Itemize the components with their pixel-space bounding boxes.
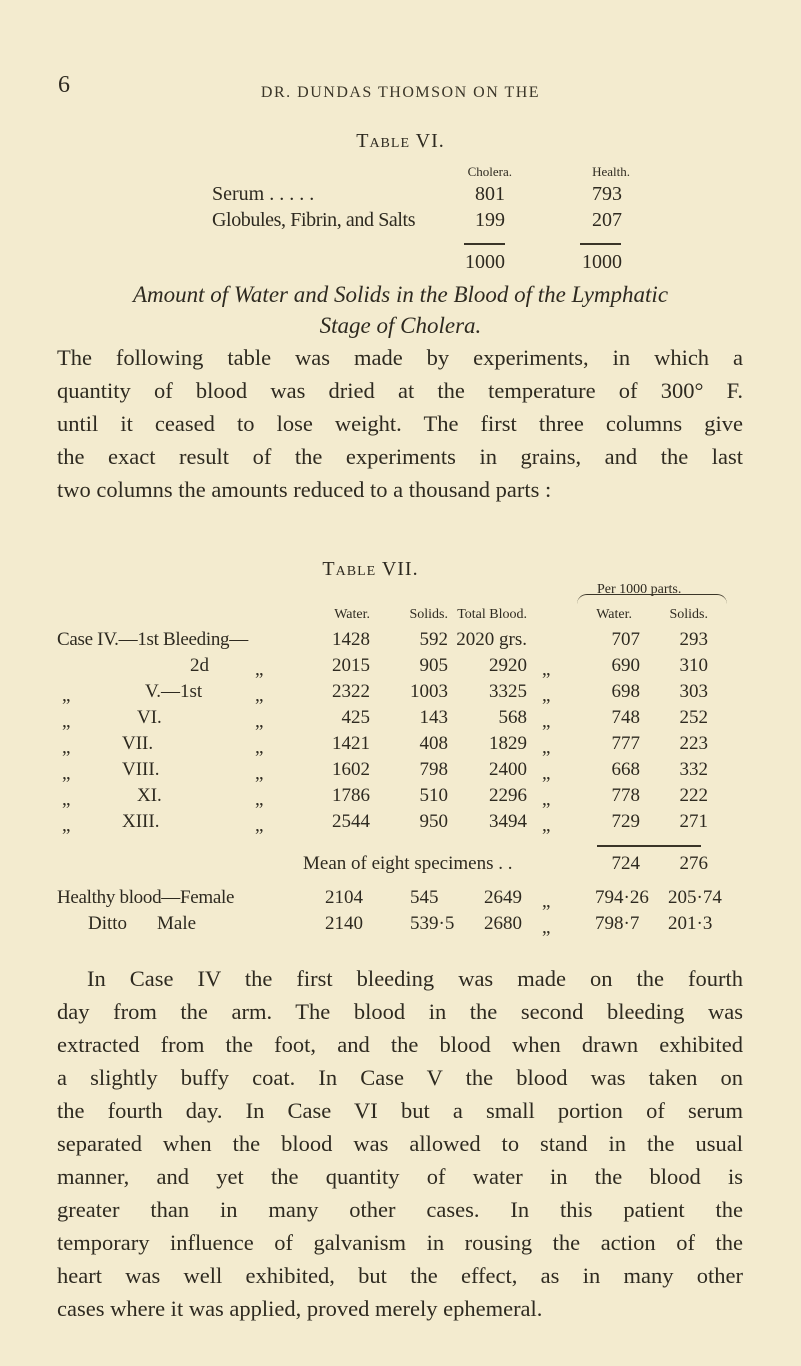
text-line: quantity of blood was dried at the temperature of 300° F. [57, 378, 743, 403]
t7-per1000-water: 729 [611, 811, 640, 832]
t7-water: 2140 [325, 913, 363, 934]
t7-group-header: Per 1000 parts. [597, 582, 682, 597]
ditto-mark: „ [542, 763, 551, 784]
t7-solids: 545 [410, 887, 439, 908]
ditto-mark: „ [542, 737, 551, 758]
ditto-mark: „ [542, 685, 551, 706]
t7-total: 1829 [489, 733, 527, 754]
table-6-title: Table VI. [356, 130, 445, 152]
t6-cell: 199 [475, 209, 505, 231]
t6-header-health: Health. [592, 164, 630, 179]
t7-mean-water: 724 [611, 853, 640, 874]
t7-solids: 1003 [410, 681, 448, 702]
text-line: extracted from the foot, and the blood when drawn exhibited [57, 1032, 743, 1057]
t7-total: 2020 grs. [456, 629, 527, 650]
t6-header-cholera: Cholera. [467, 164, 512, 179]
t7-col-header: Water. [596, 607, 632, 622]
t7-per1000-water: 777 [611, 733, 640, 754]
t7-case-label: Case IV.—1st Bleeding— [57, 629, 248, 650]
text-line: cases where it was applied, proved merely ephemeral. [57, 1296, 543, 1321]
t7-per1000-solids: 310 [679, 655, 708, 676]
text-line: manner, and yet the quantity of water in the blood is [57, 1164, 743, 1189]
t7-water: 2322 [332, 681, 370, 702]
t7-water: 1602 [332, 759, 370, 780]
t7-solids: 905 [419, 655, 448, 676]
ditto-mark: „ [542, 917, 551, 938]
t7-solids: 539·5 [410, 913, 455, 934]
ditto-mark: „ [255, 763, 264, 784]
t7-per1000-water: 748 [611, 707, 640, 728]
t7-healthy-label: Ditto [88, 913, 128, 934]
t7-per1000-solids: 222 [679, 785, 708, 806]
t7-total: 2400 [489, 759, 527, 780]
t7-total: 2680 [484, 913, 522, 934]
t7-col-header: Water. [334, 607, 370, 622]
t6-total: 1000 [582, 251, 622, 273]
t7-mean-solids: 276 [679, 853, 708, 874]
ditto-mark: „ [62, 763, 71, 784]
t7-total: 3494 [489, 811, 527, 832]
t7-per1000-solids: 303 [679, 681, 708, 702]
t7-per1000-solids: 332 [679, 759, 708, 780]
text-line: the fourth day. In Case VI but a small portion of serum [57, 1098, 743, 1123]
t7-per1000-water: 778 [611, 785, 640, 806]
t6-total: 1000 [465, 251, 505, 273]
t7-mean-rule [597, 845, 701, 847]
t6-cell: 801 [475, 183, 505, 205]
t7-water: 425 [341, 707, 370, 728]
t7-mean-label: Mean of eight specimens . . [303, 853, 513, 874]
ditto-mark: „ [255, 737, 264, 758]
text-line: the exact result of the experiments in grains, and the last [57, 444, 743, 469]
ditto-mark: „ [62, 711, 71, 732]
t6-row-label: Serum . . . . . [212, 183, 315, 205]
t6-row-label: Globules, Fibrin, and Salts [212, 209, 416, 231]
t6-sum-rule [464, 243, 505, 245]
ditto-mark: „ [255, 815, 264, 836]
t7-case-label: 2d [190, 655, 209, 676]
paragraph-discussion [57, 962, 743, 1325]
t7-solids: 592 [419, 629, 448, 650]
t7-col-header: Solids. [669, 607, 708, 622]
t7-col-header: Total Blood. [457, 607, 527, 622]
ditto-mark: „ [255, 685, 264, 706]
section-heading: Stage of Cholera. [319, 313, 482, 338]
text-line: The following table was made by experiments, in which a [57, 345, 743, 370]
t7-total: 568 [498, 707, 527, 728]
ditto-mark: „ [62, 815, 71, 836]
t7-case-label: VII. [122, 733, 154, 754]
paragraph-intro [57, 341, 743, 506]
t7-per1000-water: 794·26 [595, 887, 649, 908]
t7-total: 2649 [484, 887, 522, 908]
text-line: separated when the blood was allowed to stand in the usual [57, 1131, 743, 1156]
page-number: 6 [58, 72, 70, 98]
t7-solids: 510 [419, 785, 448, 806]
ditto-mark: „ [542, 711, 551, 732]
t7-water: 2015 [332, 655, 370, 676]
section-heading: Amount of Water and Solids in the Blood of the Lymphatic [132, 282, 669, 307]
t7-case-label: XI. [137, 785, 162, 806]
t7-healthy-sex: Male [157, 913, 197, 934]
ditto-mark: „ [255, 659, 264, 680]
t7-healthy-label: Healthy blood—Female [57, 887, 235, 908]
ditto-mark: „ [542, 659, 551, 680]
ditto-mark: „ [542, 789, 551, 810]
t7-case-label: V.—1st [145, 681, 203, 702]
t7-total: 2920 [489, 655, 527, 676]
running-head: DR. DUNDAS THOMSON ON THE [260, 84, 541, 101]
t7-per1000-solids: 223 [679, 733, 708, 754]
t7-solids: 143 [419, 707, 448, 728]
t7-water: 2104 [325, 887, 363, 908]
t7-per1000-water: 690 [611, 655, 640, 676]
t7-per1000-solids: 205·74 [668, 887, 722, 908]
text-line: temporary influence of galvanism in rousing the action of the [57, 1230, 743, 1255]
t7-per1000-solids: 201·3 [668, 913, 713, 934]
text-line: until it ceased to lose weight. The first three columns give [57, 411, 743, 436]
t7-water: 1786 [332, 785, 370, 806]
t7-water: 1421 [332, 733, 370, 754]
t7-solids: 798 [419, 759, 448, 780]
t7-solids: 408 [419, 733, 448, 754]
text-line: a slightly buffy coat. In Case V the blood was taken on [57, 1065, 743, 1090]
t7-total: 3325 [489, 681, 527, 702]
ditto-mark: „ [62, 737, 71, 758]
t6-cell: 793 [592, 183, 622, 205]
text-line: two columns the amounts reduced to a thousand parts : [57, 477, 552, 502]
ditto-mark: „ [62, 789, 71, 810]
ditto-mark: „ [542, 815, 551, 836]
t7-case-label: XIII. [122, 811, 160, 832]
text-line: heart was well exhibited, but the effect, as in many other [57, 1263, 743, 1288]
text-line: In Case IV the first bleeding was made on the fourth [87, 966, 743, 991]
t7-per1000-water: 798·7 [595, 913, 640, 934]
t7-per1000-water: 668 [611, 759, 640, 780]
t6-sum-rule [580, 243, 621, 245]
t7-per1000-solids: 271 [679, 811, 708, 832]
t7-water: 2544 [332, 811, 370, 832]
text-line: day from the arm. The blood in the second bleeding was [57, 999, 743, 1024]
ditto-mark: „ [542, 891, 551, 912]
t7-case-label: VI. [137, 707, 162, 728]
t7-col-header: Solids. [409, 607, 448, 622]
t7-water: 1428 [332, 629, 370, 650]
t7-per1000-water: 698 [611, 681, 640, 702]
t7-per1000-solids: 252 [679, 707, 708, 728]
table-7-title: Table VII. [322, 558, 419, 580]
t7-solids: 950 [419, 811, 448, 832]
t6-cell: 207 [592, 209, 622, 231]
t7-per1000-water: 707 [611, 629, 640, 650]
t7-case-label: VIII. [122, 759, 160, 780]
t7-total: 2296 [489, 785, 527, 806]
ditto-mark: „ [255, 789, 264, 810]
ditto-mark: „ [255, 711, 264, 732]
text-line: greater than in many other cases. In this patient the [57, 1197, 743, 1222]
ditto-mark: „ [62, 685, 71, 706]
t7-per1000-solids: 293 [679, 629, 708, 650]
